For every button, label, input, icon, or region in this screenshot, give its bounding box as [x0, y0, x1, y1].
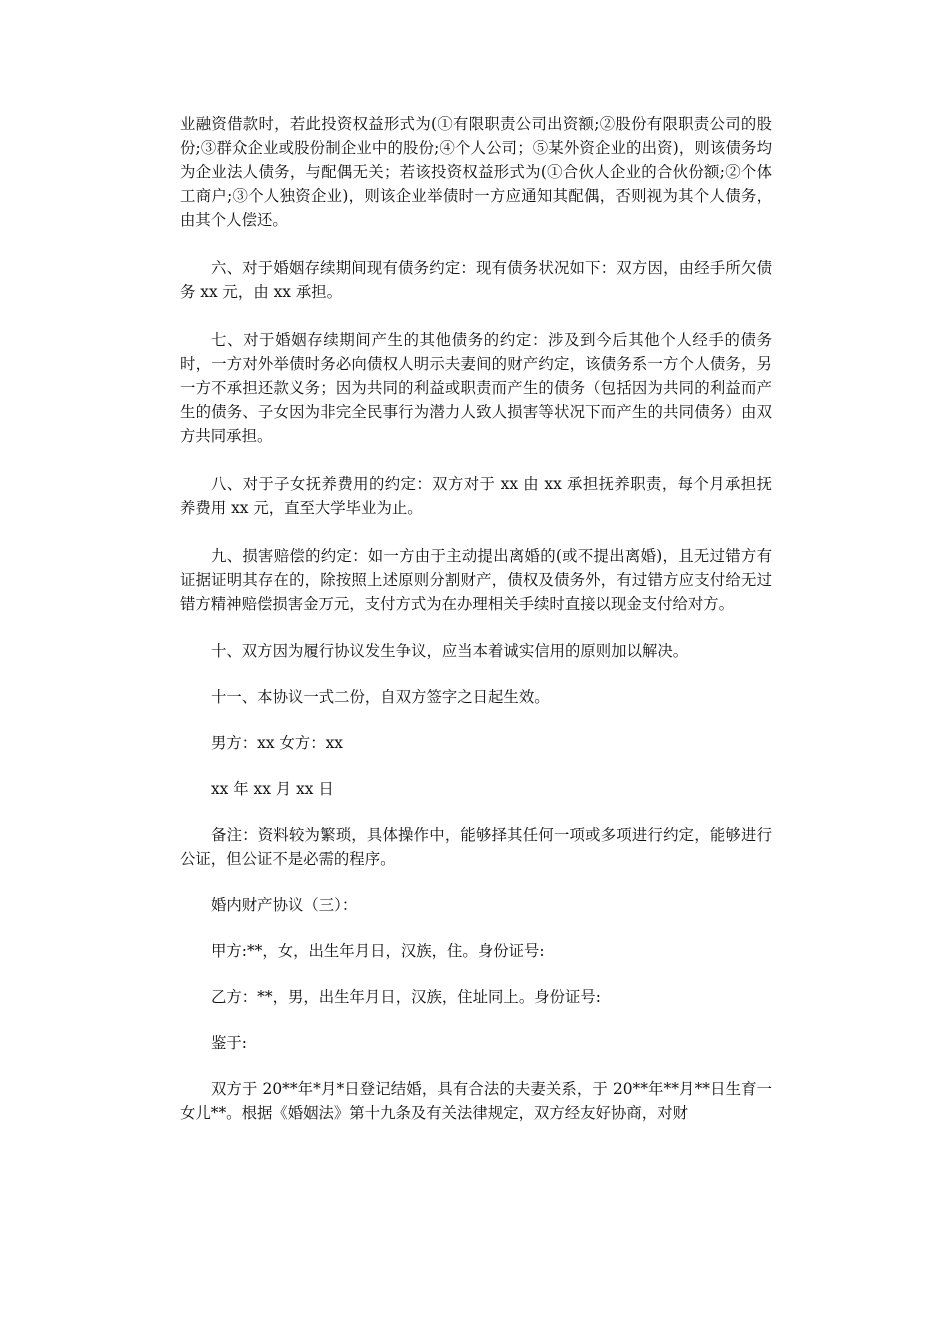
paragraph-clause-9: 九、损害赔偿的约定：如一方由于主动提出离婚的(或不提出离婚)，且无过错方有证据证明其存在的，除按照上述原则分割财产，债权及债务外，有过错方应支付给无过错方精神赔偿损害金万元，支付方式为在办理相关手续时直接以现金支付给对方。 [180, 547, 772, 613]
paragraph-clause-11: 十一、本协议一式二份，自双方签字之日起生效。 [211, 688, 550, 706]
document-body [180, 112, 772, 1125]
paragraph-clause-8: 八、对于子女抚养费用的约定：双方对于 xx 由 xx 承担抚养职责，每个月承担抚养费用 xx 元，直至大学毕业为止。 [180, 475, 772, 517]
preamble-paragraph: 双方于 20**年*月*日登记结婚，具有合法的夫妻关系，于 20**年**月**日生育一女儿**。根据《婚姻法》第十九条及有关法律规定，双方经友好协商，对财 [180, 1080, 772, 1122]
party-b-line: 乙方：**，男，出生年月日，汉族，住址同上。身份证号: [211, 988, 601, 1006]
paragraph-clause-6: 六、对于婚姻存续期间现有债务约定：现有债务状况如下：双方因，由经手所欠债务 xx 元，由 xx 承担。 [180, 259, 772, 301]
remark-paragraph: 备注：资料较为繁琐，具体操作中，能够择其任何一项或多项进行约定，能够进行公证，但公证不是必需的程序。 [180, 826, 772, 868]
paragraph-clause-7: 七、对于婚姻存续期间产生的其他债务的约定：涉及到今后其他个人经手的债务时，一方对外举债时务必向债权人明示夫妻间的财产约定，该债务系一方个人债务，另一方不承担还款义务；因为共同的利益或职责而产生的债务（包括因为共同的利益而产生的债务、子女因为非完全民事行为潜力人致人损害等状况下而产生的共同债务）由双方共同承担。 [180, 331, 772, 445]
party-a-line: 甲方:**，女，出生年月日，汉族，住。身份证号: [211, 942, 545, 960]
paragraph-continuation: 业融资借款时，若此投资权益形式为(①有限职责公司出资额;②股份有限职责公司的股份;③群众企业或股份制企业中的股份;④个人公司；⑤某外资企业的出资)，则该债务均为企业法人债务，与配偶无关；若该投资权益形式为(①合伙人企业的合伙份额;②个体工商户;③个人独资企业)，则该企业举债时一方应通知其配偶，否则视为其个人债务，由其个人偿还。 [180, 115, 772, 229]
date-line: xx 年 xx 月 xx 日 [211, 780, 334, 798]
paragraph-clause-10: 十、双方因为履行协议发生争议，应当本着诚实信用的原则加以解决。 [211, 642, 689, 660]
whereas-line: 鉴于: [211, 1034, 247, 1052]
signature-line: 男方：xx 女方：xx [211, 734, 343, 752]
agreement-heading: 婚内财产协议（三）： [211, 896, 358, 914]
